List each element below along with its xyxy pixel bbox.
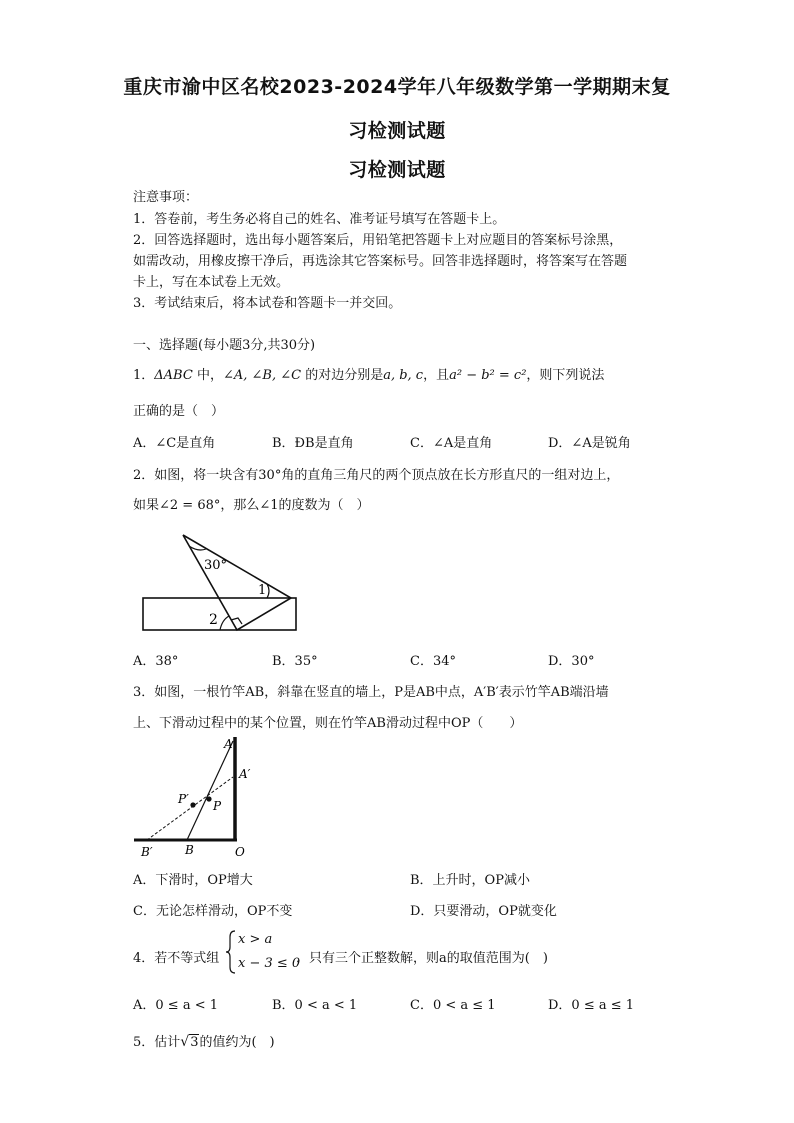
option-d[interactable]: D．∠A是锐角 (548, 436, 631, 451)
exam-subtitle: 习检测试题 (348, 159, 446, 181)
label-a-prime: A′ (239, 767, 251, 781)
label-b-prime: B′ (141, 845, 153, 859)
question-1-stem (133, 364, 604, 383)
option-c[interactable]: C．34° (410, 654, 456, 669)
exam-title: 重庆市渝中区名校2023-2024学年八年级数学第一学期期末复 (123, 76, 671, 98)
notes-item: 1．答卷前，考生务必将自己的姓名、准考证号填写在答题卡上。 (133, 212, 506, 227)
option-d[interactable]: D．0 ≤ a ≤ 1 (548, 998, 635, 1013)
question-5-prefix: 5．估计 (133, 1035, 181, 1050)
label-angle-1: 1 (258, 583, 267, 598)
notes-item: 如需改动，用橡皮擦干净后，再选涂其它答案标号。回答非选择题时，将答案写在答题 (133, 254, 628, 269)
formula: a² − b² = c² (449, 368, 527, 383)
question-5-suffix: 的值约为( ) (199, 1035, 275, 1050)
option-a[interactable]: A．38° (133, 654, 179, 669)
pole-ab (187, 741, 233, 840)
question-2-stem: 2．如图，将一块含有30°角的直角三角尺的两个顶点放在长方形直尺的一组对边上， (133, 468, 620, 483)
question-1-stem-continued: 正确的是（ ） (133, 404, 225, 419)
question-3-figure (130, 735, 260, 860)
sqrt-sign: √ (180, 1034, 190, 1050)
question-4-prefix: 4．若不等式组 (133, 951, 220, 966)
point-p (206, 796, 211, 801)
q1-text: ，则下列说法 (526, 368, 605, 383)
angle-1-arc (267, 584, 269, 598)
exam-title-continued: 习检测试题 (348, 120, 446, 142)
q1-text: ，且 (423, 368, 450, 383)
question-4-suffix: ，只有三个正整数解，则a的取值范围为( ) (296, 951, 548, 966)
option-c[interactable]: C．无论怎样滑动，OP不变 (133, 904, 293, 919)
option-d[interactable]: D．30° (548, 654, 595, 669)
notes-item: 3．考试结束后，将本试卷和答题卡一并交回。 (133, 296, 402, 311)
option-b[interactable]: B．上升时，OP减小 (410, 873, 530, 888)
set-square (183, 535, 291, 630)
label-angle-2: 2 (209, 612, 218, 628)
angle-list: ∠A, ∠B, ∠C (222, 368, 302, 383)
sqrt-radicand: 3 (190, 1035, 199, 1050)
question-number: 1． (133, 368, 155, 383)
inequality-1: x > a (238, 932, 273, 947)
notes-item: 2．回答选择题时，选出每小题答案后，用铅笔把答题卡上对应题目的答案标号涂黑， (133, 233, 623, 248)
option-c[interactable]: C．0 < a ≤ 1 (410, 998, 496, 1013)
inequality-brace (225, 930, 237, 974)
option-c[interactable]: C．∠A是直角 (410, 436, 493, 451)
option-b[interactable]: B．0 < a < 1 (272, 998, 358, 1013)
question-5-stem (133, 1031, 275, 1050)
option-b[interactable]: B．ÐB是直角 (272, 436, 354, 451)
option-d[interactable]: D．只要滑动，OP就变化 (410, 904, 557, 919)
label-p-prime: P′ (178, 792, 189, 806)
point-p2 (190, 802, 195, 807)
label-30-degree: 30° (204, 558, 228, 573)
label-a: A (224, 737, 233, 751)
option-a[interactable]: A．下滑时，OP增大 (133, 873, 253, 888)
question-2-figure (140, 532, 300, 634)
q1-text: 中， (192, 368, 223, 383)
q1-text: 的对边分别是 (301, 368, 384, 383)
label-p: P (213, 799, 222, 813)
inequality-2: x − 3 ≤ 0 (238, 956, 301, 971)
section-heading: 一、选择题(每小题3分,共30分) (133, 338, 316, 353)
option-a[interactable]: A．∠C是直角 (133, 436, 216, 451)
label-o: O (235, 845, 245, 859)
ruler (143, 598, 296, 630)
notes-heading: 注意事项： (133, 190, 199, 205)
angle-2-arc (220, 616, 229, 630)
question-3-stem-continued: 上、下滑动过程中的某个位置，则在竹竿AB滑动过程中OP（ ） (133, 716, 523, 731)
question-3-stem: 3．如图，一根竹竿AB，斜靠在竖直的墙上，P是AB中点，A′B′表示竹竿AB端沿墙 (133, 685, 609, 700)
notes-item: 卡上，写在本试卷上无效。 (133, 275, 290, 290)
label-b: B (185, 843, 194, 857)
side-list: a, b, c (383, 368, 424, 383)
question-2-stem-continued: 如果∠2 = 68°，那么∠1的度数为（ ） (133, 498, 370, 513)
triangle-name: ΔABC (154, 368, 193, 383)
option-a[interactable]: A．0 ≤ a < 1 (133, 998, 218, 1013)
option-b[interactable]: B．35° (272, 654, 318, 669)
